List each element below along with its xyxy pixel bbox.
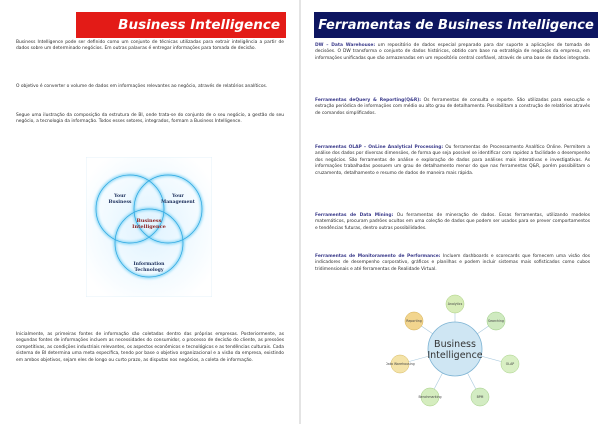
tool-desc: um repositório de dados especial preparado para dar suporte a aplicações de tomada de decisões. O DW transforma o conjunto de dados históricos, obtido com base na estratégia de negócios da empresa, em informações unificadas que são armazenadas em um repositório central confiável, através de uma base de dados integrada. [315, 43, 590, 61]
tool-desc: Incluem dashboards e scorecards que fornecem uma visão dos indicadores de desempenho corporativo, gráficos e planilhas e podem incluir sistemas mais sofisticados como cubos tridimensionais e até ferramentas de Realidade Virtual. [315, 254, 591, 272]
objective-paragraph: O objetivo é converter o volume de dados em informações relevantes ao negócio, através de relatórios analíticos. [16, 84, 268, 89]
page-divider [299, 0, 301, 424]
mindmap-label-analytics: Analytics [447, 302, 463, 306]
venn-label-business-1: Your [114, 194, 126, 199]
structure-paragraph: Segue uma ilustração da composição da estrutura de BI, onde trata-se do conjunto de o seu negócio, a gestão do seu negócio, a tecnologia da informação. Todos esses setores, integrados, formam a Business Intelligence. [16, 113, 284, 125]
left-title-banner [76, 12, 286, 38]
tool-term: Ferramentas de Data Mining: [315, 213, 394, 218]
right-page [302, 0, 600, 424]
bi-venn-diagram [86, 157, 212, 297]
sources-paragraph: Inicialmente, as primeiras fontes de informação são coletadas dentro das próprias empresas. Posteriormente, as segundas fontes de informações incluem as necessidades do consumidor, o processo de decisão do cliente, as pressões competitivas, as condições industriais relevantes, os aspectos econômicos e tecnológicos e as tendências culturais. Cada sistema de BI determina uma meta específica, tendo por base o objetivo organizacional e a visão da empresa, existindo em ambos objetivos, sejam eles de longo ou curto prazo, as disputas nos negócios, a coleta de informação. [16, 332, 284, 363]
tool-item-qr [315, 98, 590, 117]
tool-item-olap [315, 145, 590, 177]
tool-item-datamining [315, 213, 590, 232]
bi-mindmap-diagram [386, 294, 524, 412]
venn-label-center-1: Business [136, 218, 162, 224]
venn-label-center-2: Intelligence [132, 224, 166, 230]
venn-label-management-1: Your [172, 194, 184, 199]
mindmap-label-datawarehousing: Data Warehousing [386, 362, 415, 366]
mindmap-center-label-1: Business [434, 339, 476, 350]
tool-term: DW – Data Warehouse: [315, 43, 376, 48]
right-page-title: Ferramentas de Business Intelligence [318, 17, 594, 33]
left-page-title: Business Intelligence [118, 17, 280, 33]
tool-term: Ferramentas de Monitoramento de Performance: [315, 254, 441, 259]
left-page [0, 0, 298, 424]
intro-paragraph: Business Intelligence pode ser definido como um conjunto de técnicas utilizadas para extrair inteligência a partir de dados sobre um determinado negócios. Em outras palavras é entregar informações para tomada de decisão. [16, 40, 284, 52]
mindmap-label-reporting: Reporting [406, 319, 422, 323]
venn-label-technology-2: Technology [134, 268, 164, 273]
tool-item-performance [315, 254, 590, 273]
tool-desc: Ou ferramentas de Processamento Analítico Online. Permitem a análise dos dados por diversas dimensões, de forma que seja possível se identificar com rapidez a facilidade o desempenho dos negócios. São ferramentas de análise e exploração de dados para análises mais interativas e investigativas. As informações trabalhadas possuem um grau de detalhamento menor do que nas ferramentas Q&R, porém possibilitam o cruzamento, detalhamento e resumo de dados de maneira mais rápida. [315, 145, 590, 176]
venn-label-management-2: Management [161, 200, 195, 205]
tool-desc: Os ferramentas de consulta e reporte. São utilizadas para execução e extração periódica de informações com médio ou alto grau de detalhamento. Possibilitam a construção de relatórios através de comandos simplificados. [315, 98, 590, 116]
tool-term: Ferramentas OLAP – OnLine Analytical Processing: [315, 145, 444, 150]
mindmap-center-label-2: Intelligence [427, 350, 483, 361]
mindmap-label-benchmarking: Benchmarking [418, 395, 442, 399]
right-title-banner [314, 12, 598, 38]
mindmap-label-searching: Searching [488, 319, 504, 323]
tool-item-dw [315, 43, 590, 62]
tool-term: Ferramentas deQuery & Reporting(Q&R): [315, 98, 421, 103]
tool-desc: Ou ferramentas de mineração de dados. Essas ferramentas, utilizando modelos matemáticos, procuram padrões ocultos em uma coleção de dados que podem ser usados para se prever comportamentos e tendências futuras, dentro outras possibilidades. [315, 213, 591, 231]
mindmap-label-bpm: BPM [476, 395, 484, 399]
mindmap-label-olap: OLAP [505, 362, 515, 366]
venn-label-technology-1: Information [133, 262, 165, 267]
venn-label-business-2: Business [108, 200, 132, 205]
